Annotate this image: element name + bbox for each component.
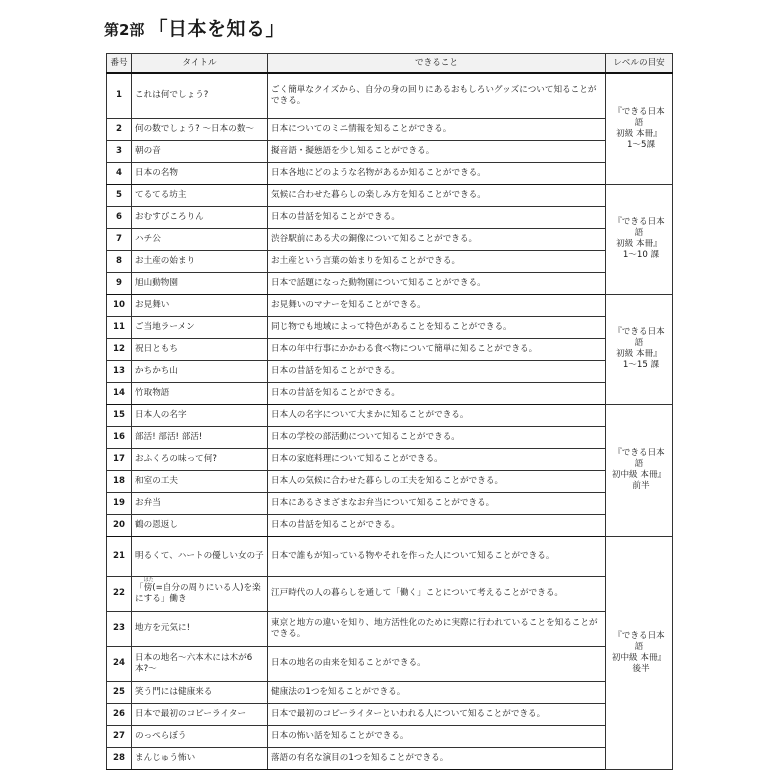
level-guide-line: 『できる日本語 bbox=[613, 630, 665, 652]
header-title: タイトル bbox=[132, 54, 268, 74]
table-row bbox=[107, 646, 673, 681]
table-row bbox=[107, 184, 673, 206]
lesson-title: お土産の始まり bbox=[132, 250, 268, 272]
lesson-title: 祝日ともち bbox=[132, 338, 268, 360]
lesson-number: 15 bbox=[107, 404, 132, 426]
page-title bbox=[104, 14, 285, 40]
lesson-number: 2 bbox=[107, 118, 132, 140]
table-row bbox=[107, 448, 673, 470]
lesson-title: 朝の音 bbox=[132, 140, 268, 162]
lesson-number: 24 bbox=[107, 646, 132, 681]
lesson-can-do: 日本の昔話を知ることができる。 bbox=[268, 514, 606, 536]
table-row bbox=[107, 294, 673, 316]
ruby-word bbox=[143, 576, 154, 594]
level-guide bbox=[606, 73, 673, 184]
table-row bbox=[107, 140, 673, 162]
lesson-title: てるてる坊主 bbox=[132, 184, 268, 206]
lesson-title: おむすびころりん bbox=[132, 206, 268, 228]
level-guide-line: 1〜5課 bbox=[626, 139, 656, 150]
lesson-title: 和室の工夫 bbox=[132, 470, 268, 492]
table-row bbox=[107, 470, 673, 492]
table-row bbox=[107, 206, 673, 228]
lesson-can-do: 同じ物でも地域によって特色があることを知ることができる。 bbox=[268, 316, 606, 338]
lesson-number: 19 bbox=[107, 492, 132, 514]
lesson-can-do: 日本の昔話を知ることができる。 bbox=[268, 382, 606, 404]
lesson-title: 日本人の名字 bbox=[132, 404, 268, 426]
lesson-title: 日本で最初のコピーライター bbox=[132, 703, 268, 725]
lesson-can-do: 東京と地方の違いを知り、地方活性化のために実際に行われていることを知ることができる。 bbox=[268, 611, 606, 646]
lesson-can-do: 日本の地名の由来を知ることができる。 bbox=[268, 646, 606, 681]
lesson-number: 17 bbox=[107, 448, 132, 470]
level-guide bbox=[606, 184, 673, 294]
lesson-can-do: 擬音語・擬態語を少し知ることができる。 bbox=[268, 140, 606, 162]
lesson-number: 26 bbox=[107, 703, 132, 725]
lesson-title: 明るくて、ハートの優しい女の子 bbox=[132, 536, 268, 576]
lesson-number: 11 bbox=[107, 316, 132, 338]
table-row bbox=[107, 228, 673, 250]
lesson-number: 28 bbox=[107, 747, 132, 769]
level-guide-line: 初中級 本冊』 bbox=[611, 652, 667, 663]
table-row bbox=[107, 725, 673, 747]
level-guide-line: 『できる日本語 bbox=[613, 448, 665, 469]
lesson-can-do: お見舞いのマナーを知ることができる。 bbox=[268, 294, 606, 316]
lesson-number: 25 bbox=[107, 681, 132, 703]
table-row bbox=[107, 747, 673, 769]
lesson-number: 22 bbox=[107, 576, 132, 611]
lesson-number: 1 bbox=[107, 73, 132, 118]
lesson-number: 14 bbox=[107, 382, 132, 404]
lesson-can-do: 日本の怖い話を知ることができる。 bbox=[268, 725, 606, 747]
lesson-number: 27 bbox=[107, 725, 132, 747]
level-guide bbox=[606, 404, 673, 536]
table-row bbox=[107, 681, 673, 703]
lesson-number: 23 bbox=[107, 611, 132, 646]
lesson-title-prefix: 「 bbox=[135, 582, 144, 593]
lesson-title: 日本の名物 bbox=[132, 162, 268, 184]
lesson-title: 鶴の恩返し bbox=[132, 514, 268, 536]
lesson-title: 笑う門には健康来る bbox=[132, 681, 268, 703]
header-level: レベルの目安 bbox=[606, 54, 673, 74]
lesson-title: 日本の地名〜六本木には木が6本?〜 bbox=[132, 646, 268, 681]
level-guide-line: 『できる日本語 bbox=[613, 106, 665, 128]
lesson-number: 3 bbox=[107, 140, 132, 162]
level-guide bbox=[606, 536, 673, 769]
lesson-title: 旭山動物園 bbox=[132, 272, 268, 294]
lesson-can-do: 健康法の1つを知ることができる。 bbox=[268, 681, 606, 703]
lesson-title: 部活! 部活! 部活! bbox=[132, 426, 268, 448]
lesson-can-do: 日本で誰もが知っている物やそれを作った人について知ることができる。 bbox=[268, 536, 606, 576]
level-guide-line: 前半 bbox=[632, 481, 650, 491]
lesson-number: 16 bbox=[107, 426, 132, 448]
lesson-can-do: 落語の有名な演目の1つを知ることができる。 bbox=[268, 747, 606, 769]
lesson-can-do: 渋谷駅前にある犬の銅像について知ることができる。 bbox=[268, 228, 606, 250]
table-row bbox=[107, 162, 673, 184]
lesson-title bbox=[132, 576, 268, 611]
level-guide-line: 初級 本冊』 bbox=[616, 349, 662, 359]
level-guide-line: 初級 本冊』 bbox=[616, 239, 662, 249]
table-row bbox=[107, 272, 673, 294]
lesson-number: 6 bbox=[107, 206, 132, 228]
lesson-can-do: 日本にあるさまざまなお弁当について知ることができる。 bbox=[268, 492, 606, 514]
lesson-number: 21 bbox=[107, 536, 132, 576]
lesson-title: これは何でしょう? bbox=[132, 73, 268, 118]
level-guide-line: 『できる日本語 bbox=[613, 327, 665, 348]
table-row bbox=[107, 404, 673, 426]
table-row bbox=[107, 514, 673, 536]
table-row bbox=[107, 338, 673, 360]
lesson-title: のっぺらぼう bbox=[132, 725, 268, 747]
lesson-title: ご当地ラーメン bbox=[132, 316, 268, 338]
lesson-can-do: 日本の昔話を知ることができる。 bbox=[268, 206, 606, 228]
lesson-can-do: 日本人の名字について大まかに知ることができる。 bbox=[268, 404, 606, 426]
table-row bbox=[107, 250, 673, 272]
lesson-can-do: 日本各地にどのような名物があるか知ることができる。 bbox=[268, 162, 606, 184]
lesson-can-do: 日本についてのミニ情報を知ることができる。 bbox=[268, 118, 606, 140]
lesson-title: お弁当 bbox=[132, 492, 268, 514]
lesson-can-do: 日本の家庭料理について知ることができる。 bbox=[268, 448, 606, 470]
table-row bbox=[107, 360, 673, 382]
lesson-can-do: 日本で話題になった動物園について知ることができる。 bbox=[268, 272, 606, 294]
lesson-number: 4 bbox=[107, 162, 132, 184]
lesson-can-do: 気候に合わせた暮らしの楽しみ方を知ることができる。 bbox=[268, 184, 606, 206]
lesson-number: 10 bbox=[107, 294, 132, 316]
table-row bbox=[107, 576, 673, 611]
lesson-number: 7 bbox=[107, 228, 132, 250]
lesson-can-do: 江戸時代の人の暮らしを通して「働く」ことについて考えることができる。 bbox=[268, 576, 606, 611]
lesson-can-do: お土産という言葉の始まりを知ることができる。 bbox=[268, 250, 606, 272]
level-guide-line: 初中級 本冊』 bbox=[611, 470, 667, 480]
lesson-can-do: 日本の学校の部活動について知ることができる。 bbox=[268, 426, 606, 448]
lesson-title: 何の数でしょう? 〜日本の数〜 bbox=[132, 118, 268, 140]
lesson-title: まんじゅう怖い bbox=[132, 747, 268, 769]
lesson-title: 竹取物語 bbox=[132, 382, 268, 404]
table-row bbox=[107, 316, 673, 338]
lesson-can-do: 日本人の気候に合わせた暮らしの工夫を知ることができる。 bbox=[268, 470, 606, 492]
lesson-can-do: 日本の年中行事にかかわる食べ物について簡単に知ることができる。 bbox=[268, 338, 606, 360]
lesson-can-do: 日本の昔話を知ることができる。 bbox=[268, 360, 606, 382]
table-row bbox=[107, 73, 673, 118]
section-title: 「日本を知る」 bbox=[148, 18, 285, 40]
header-number: 番号 bbox=[107, 54, 132, 74]
lesson-title: ハチ公 bbox=[132, 228, 268, 250]
table-header-row bbox=[107, 54, 673, 74]
lesson-number: 12 bbox=[107, 338, 132, 360]
part-label: 第2部 bbox=[104, 21, 145, 39]
lesson-number: 13 bbox=[107, 360, 132, 382]
level-guide-line: 後半 bbox=[632, 663, 650, 674]
lesson-title: お見舞い bbox=[132, 294, 268, 316]
ruby-reading: はた bbox=[143, 576, 154, 583]
table-row bbox=[107, 426, 673, 448]
level-guide-line: 1〜15 課 bbox=[622, 360, 660, 370]
table-row bbox=[107, 382, 673, 404]
lesson-number: 9 bbox=[107, 272, 132, 294]
level-guide-line: 1〜10 課 bbox=[622, 250, 660, 260]
lesson-title: かちかち山 bbox=[132, 360, 268, 382]
lesson-number: 20 bbox=[107, 514, 132, 536]
lesson-can-do: 日本で最初のコピーライターといわれる人について知ることができる。 bbox=[268, 703, 606, 725]
table-row bbox=[107, 703, 673, 725]
lesson-number: 8 bbox=[107, 250, 132, 272]
level-guide bbox=[606, 294, 673, 404]
lesson-title: 地方を元気に! bbox=[132, 611, 268, 646]
contents-table bbox=[106, 53, 673, 770]
level-guide-line: 初級 本冊』 bbox=[616, 128, 662, 139]
table-row bbox=[107, 611, 673, 646]
table-row bbox=[107, 492, 673, 514]
lesson-can-do: ごく簡単なクイズから、自分の身の回りにあるおもしろいグッズについて知ることができる。 bbox=[268, 73, 606, 118]
header-can-do: できること bbox=[268, 54, 606, 74]
table-row bbox=[107, 118, 673, 140]
lesson-number: 5 bbox=[107, 184, 132, 206]
lesson-title-rest: (=自分の周りにいる人)を楽にする」働き bbox=[135, 582, 261, 604]
ruby-base: 傍 bbox=[143, 582, 153, 593]
lesson-title: おふくろの味って何? bbox=[132, 448, 268, 470]
lesson-number: 18 bbox=[107, 470, 132, 492]
table-row bbox=[107, 536, 673, 576]
level-guide-line: 『できる日本語 bbox=[613, 217, 665, 238]
